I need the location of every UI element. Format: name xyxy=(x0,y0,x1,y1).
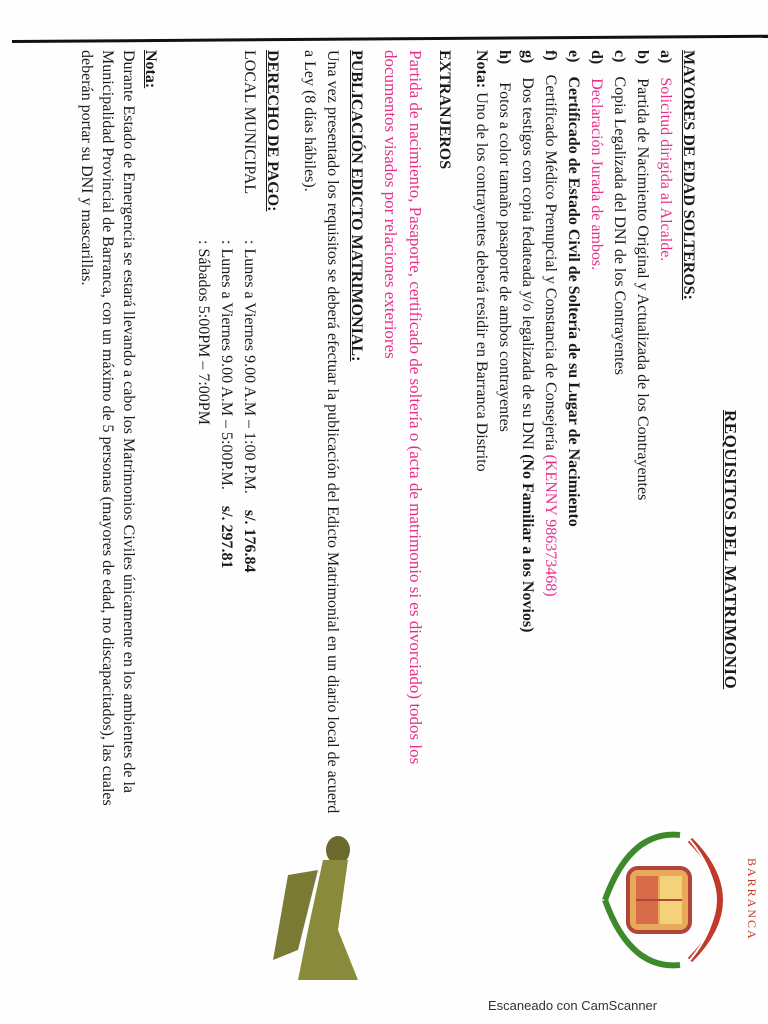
seal-text: BARRANCA xyxy=(745,858,759,941)
solteros-item-f: f) Certificado Médico Prenupcial y Constancia de Consejería (KENNY 986373468) xyxy=(542,50,559,597)
solteros-item-b: b) Partida de Nacimiento Original y Actualizada de los Contrayentes xyxy=(634,50,651,501)
page-top-edge xyxy=(12,35,768,43)
pago-heading: DERECHO DE PAGO: xyxy=(264,50,281,212)
extranjeros-line-1: Partida de nacimiento, Pasaporte, certificado de soltería o (acta de matrimonio si es divorciado) todos los xyxy=(406,50,425,765)
publicacion-line-1: Una vez presentado los requisitos se deberá efectuar la publicación del Edicto Matrimonial en un diario local de acuerd xyxy=(324,50,341,814)
solteros-item-c: c) Copia Legalizada del DNI de los Contrayentes xyxy=(611,50,628,376)
requirements-sheet xyxy=(78,50,768,980)
pago-label: LOCAL MUNICIPAL xyxy=(241,50,258,195)
schedule-row: : Lunes a Viernes 9.00 A.M – 5:00P.M. s/. 297.81 xyxy=(218,240,235,569)
extranjeros-heading: EXTRANJEROS xyxy=(436,50,453,170)
schedule-row: : Sábados 5:00PM – 7:00PM xyxy=(195,240,212,425)
solteros-item-a: a) Solicitud dirigida al Alcalde. xyxy=(657,50,674,262)
solteros-note: Nota: Uno de los contrayentes deberá residir en Barranca Distrito xyxy=(473,50,490,472)
solteros-item-g: g) Dos testigos con copia fedateada y/o legalizada de su DNI (No Familiar a los Novios) xyxy=(519,50,536,633)
solteros-item-d: d) Declaración Jurada de ambos. xyxy=(588,50,605,271)
nota-final-line-1: Durante Estado de Emergencia se estará llevando a cabo los Matrimonios Civiles únicamente en los ambientes de la xyxy=(120,50,137,794)
publicacion-heading: PUBLICACIÓN EDICTO MATRIMONIAL: xyxy=(348,50,365,362)
saint-figure-image xyxy=(268,830,368,990)
solteros-item-h: h) Fotos a color tamaño pasaporte de ambos contrayentes xyxy=(496,50,513,432)
publicacion-line-2: a Ley (8 días hábiles). xyxy=(301,50,318,192)
nota-final-line-2: Municipalidad Provincial de Barranca, con un máximo de 5 personas (mayores de edad, no discapacitados), las cuales xyxy=(99,50,116,806)
nota-final-heading: Nota: xyxy=(142,50,159,89)
solteros-heading: MAYORES DE EDAD SOLTEROS: xyxy=(680,50,697,300)
nota-final-line-3: deberán portar su DNI y mascarillas. xyxy=(78,50,95,286)
barranca-coat-of-arms xyxy=(600,820,750,980)
scanner-watermark: Escaneado con CamScanner xyxy=(488,998,658,1013)
extranjeros-line-2: documentos visados por relaciones exteriores xyxy=(381,50,400,359)
schedule-row: : Lunes a Viernes 9.00 A.M – 1:00 P.M. s/. 176.84 xyxy=(241,240,258,573)
solteros-item-e: e) Certificado de Estado Civil de Soltería de su Lugar de Nacimiento xyxy=(565,50,582,527)
document-title: REQUISITOS DEL MATRIMONIO xyxy=(721,410,740,690)
